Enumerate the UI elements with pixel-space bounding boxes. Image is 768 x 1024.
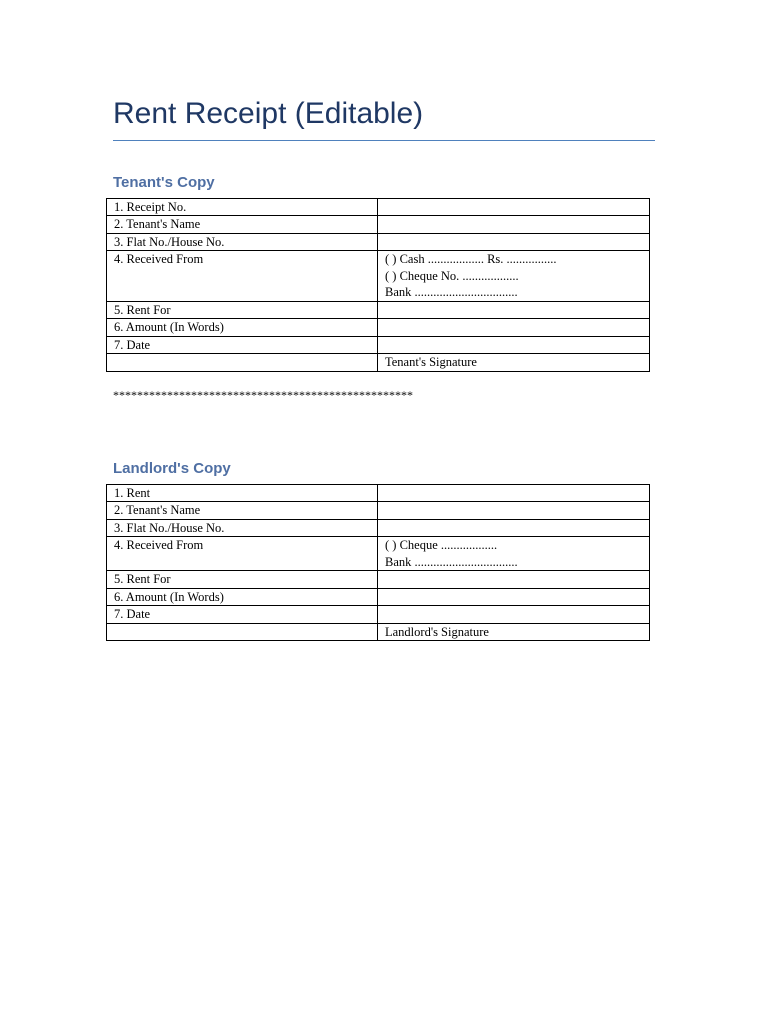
tenant-name-field[interactable] bbox=[378, 502, 650, 519]
title-underline bbox=[113, 140, 655, 141]
copy-separator: ************************************************** bbox=[113, 388, 413, 402]
bank-line[interactable]: Bank ................................. bbox=[385, 554, 518, 569]
date-field[interactable] bbox=[378, 336, 650, 353]
received-from-field[interactable] bbox=[378, 537, 650, 571]
table-row bbox=[107, 502, 650, 519]
amount-in-words-field[interactable] bbox=[378, 319, 650, 336]
cheque-option[interactable]: ( ) Cheque No. .................. bbox=[385, 268, 519, 283]
date-field[interactable] bbox=[378, 606, 650, 623]
bank-line[interactable]: Bank ................................. bbox=[385, 285, 518, 300]
cheque-option[interactable]: ( ) Cheque .................. bbox=[385, 538, 498, 553]
document-title: Rent Receipt (Editable) bbox=[113, 97, 424, 130]
table-row bbox=[107, 302, 650, 319]
table-row bbox=[107, 216, 650, 233]
receipt-no-label: 1. Receipt No. bbox=[107, 199, 378, 216]
amount-in-words-label: 6. Amount (In Words) bbox=[107, 588, 378, 605]
flat-house-no-label: 3. Flat No./House No. bbox=[107, 233, 378, 250]
tenant-signature-label: Tenant's Signature bbox=[378, 354, 650, 371]
table-row bbox=[107, 336, 650, 353]
received-from-label: 4. Received From bbox=[107, 537, 378, 571]
table-row bbox=[107, 623, 650, 640]
tenant-copy-heading: Tenant's Copy bbox=[113, 174, 215, 191]
signature-blank-cell[interactable] bbox=[107, 354, 378, 371]
amount-in-words-field[interactable] bbox=[378, 588, 650, 605]
table-row bbox=[107, 199, 650, 216]
amount-in-words-label: 6. Amount (In Words) bbox=[107, 319, 378, 336]
table-row bbox=[107, 319, 650, 336]
table-row bbox=[107, 354, 650, 371]
rent-field[interactable] bbox=[378, 485, 650, 502]
tenant-copy-table bbox=[106, 198, 650, 372]
rent-for-label: 5. Rent For bbox=[107, 571, 378, 588]
date-label: 7. Date bbox=[107, 606, 378, 623]
table-row bbox=[107, 233, 650, 250]
table-row bbox=[107, 606, 650, 623]
table-row bbox=[107, 537, 650, 571]
landlord-signature-label: Landlord's Signature bbox=[378, 623, 650, 640]
rent-label: 1. Rent bbox=[107, 485, 378, 502]
flat-house-no-label: 3. Flat No./House No. bbox=[107, 519, 378, 536]
landlord-copy-heading: Landlord's Copy bbox=[113, 460, 231, 477]
tenant-name-label: 2. Tenant's Name bbox=[107, 502, 378, 519]
date-label: 7. Date bbox=[107, 336, 378, 353]
landlord-copy-table bbox=[106, 484, 650, 641]
table-row bbox=[107, 485, 650, 502]
rent-for-label: 5. Rent For bbox=[107, 302, 378, 319]
table-row bbox=[107, 519, 650, 536]
tenant-name-field[interactable] bbox=[378, 216, 650, 233]
cash-option[interactable]: ( ) Cash .................. Rs. ................ bbox=[385, 252, 557, 267]
received-from-field[interactable] bbox=[378, 251, 650, 302]
signature-blank-cell[interactable] bbox=[107, 623, 378, 640]
table-row bbox=[107, 571, 650, 588]
table-row bbox=[107, 588, 650, 605]
flat-house-no-field[interactable] bbox=[378, 519, 650, 536]
table-row bbox=[107, 251, 650, 302]
receipt-no-field[interactable] bbox=[378, 199, 650, 216]
rent-for-field[interactable] bbox=[378, 302, 650, 319]
received-from-label: 4. Received From bbox=[107, 251, 378, 302]
rent-for-field[interactable] bbox=[378, 571, 650, 588]
tenant-name-label: 2. Tenant's Name bbox=[107, 216, 378, 233]
flat-house-no-field[interactable] bbox=[378, 233, 650, 250]
